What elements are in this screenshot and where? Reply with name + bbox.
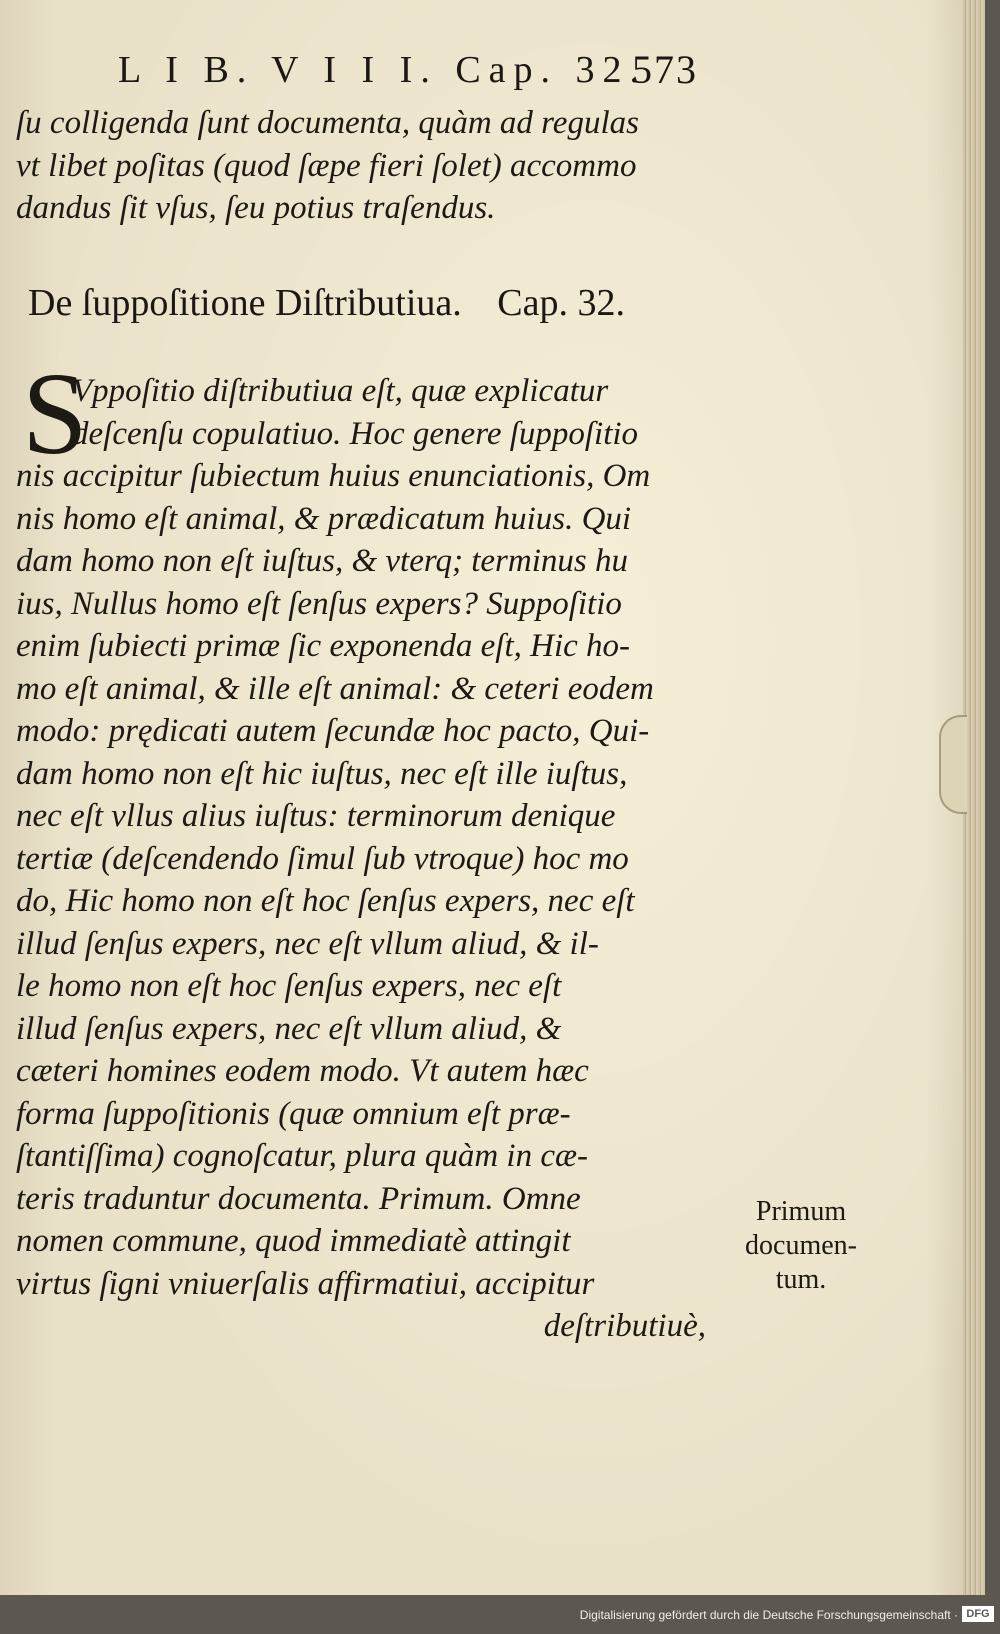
text-line: illud ſenſus expers, nec eſt vllum aliud, & il-	[16, 925, 599, 962]
scan-footer	[0, 1595, 1000, 1634]
text-line: le homo non eſt hoc ſenſus expers, nec eſt	[16, 968, 562, 1004]
text-line: forma ſuppoſitionis (quæ omnium eſt præ-	[16, 1095, 571, 1132]
running-title: L I B. V I I I. Cap. 32.	[118, 49, 648, 91]
chapter-heading	[28, 281, 708, 325]
margin-note-line: tum.	[775, 1264, 827, 1295]
text-line: tertiæ (deſcendendo ſimul ſub vtroque) hoc mo	[16, 840, 629, 877]
chapter-title: De ſuppoſitione Diſtributiua.	[28, 282, 462, 324]
text-line: nis accipitur ſubiectum huius enunciationis, Om	[16, 458, 651, 494]
text-line: dandus ſit vſus, ſeu potius traſendus.	[16, 190, 496, 226]
catchword-line: deſtributiuè,	[543, 1308, 706, 1344]
text-line: ius, Nullus homo eſt ſenſus expers? Suppoſitio	[16, 585, 622, 622]
text-line: dam homo non eſt hic iuſtus, nec eſt ille iuſtus,	[16, 755, 628, 792]
text-line: nis homo eſt animal, & prædicatum huius. Qui	[16, 500, 632, 537]
dfg-logo: DFG	[962, 1606, 994, 1622]
text-line: do, Hic homo non eſt hoc ſenſus expers, nec eſt	[16, 883, 635, 919]
text-line: illud ſenſus expers, nec eſt vllum aliud, &	[16, 1010, 562, 1047]
drop-cap: S	[22, 348, 88, 479]
page-number: 573	[632, 47, 698, 92]
chapter-body	[16, 348, 706, 1348]
margin-note-line: documen-	[745, 1230, 857, 1261]
text-line: ſtantiſſima) cognoſcatur, plura quàm in cæ-	[16, 1138, 588, 1174]
margin-note	[716, 1195, 886, 1297]
text-line: modo: prędicati autem ſecundæ hoc pacto, Qui-	[16, 713, 650, 749]
text-line: deſcenſu copulatiuo. Hoc genere ſuppoſitio	[72, 415, 639, 452]
text-line: nomen commune, quod immediatè attingit	[16, 1223, 571, 1259]
text-line: virtus ſigni vniuerſalis affirmatiui, accipitur	[16, 1265, 595, 1302]
page-tab-marker	[939, 715, 967, 814]
text-line: dam homo non eſt iuſtus, & vterq; terminus hu	[16, 543, 628, 579]
text-line: enim ſubiecti primæ ſic exponenda eſt, Hic ho-	[16, 628, 631, 664]
text-line: Vppoſitio diſtributiua eſt, quæ explicatur	[72, 373, 609, 409]
text-line: vt libet poſitas (quod ſæpe fieri ſolet) accommo	[16, 147, 637, 184]
running-header	[118, 44, 698, 94]
chapter-number: Cap. 32.	[497, 282, 625, 324]
margin-note-line: Primum	[755, 1196, 847, 1227]
text-line: ſu colligenda ſunt documenta, quàm ad regulas	[16, 105, 639, 141]
text-line: cæteri homines eodem modo. Vt autem hæc	[16, 1053, 589, 1089]
text-line: nec eſt vllus alius iuſtus: terminorum denique	[16, 798, 616, 834]
text-line: teris traduntur documenta. Primum. Omne	[16, 1180, 581, 1217]
continued-text	[16, 102, 706, 230]
funding-credit: Digitalisierung gefördert durch die Deutsche Forschungsgemeinschaft ·	[579, 1608, 958, 1622]
text-line: mo eſt animal, & ille eſt animal: & ceteri eodem	[16, 670, 654, 707]
